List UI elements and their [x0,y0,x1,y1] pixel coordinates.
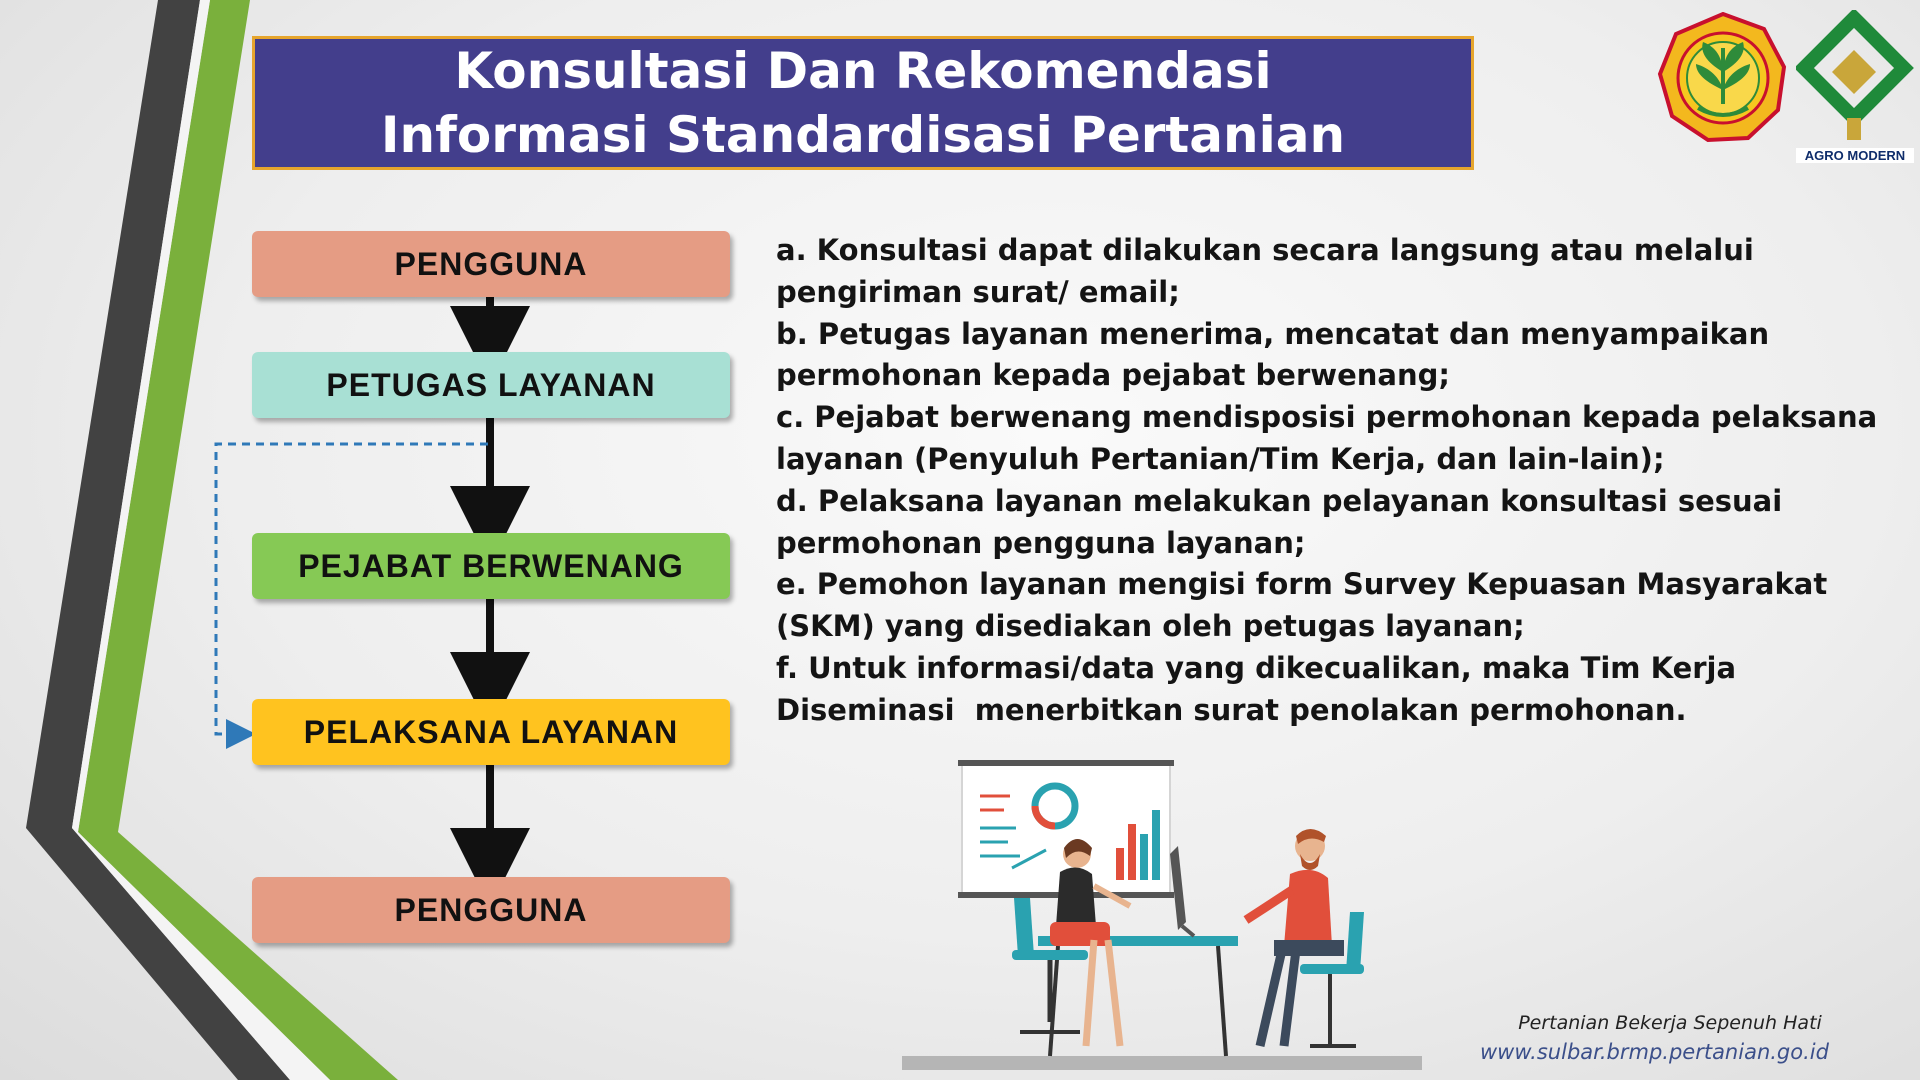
agro-modern-text: AGRO MODERN [1796,148,1914,163]
step-d: d. Pelaksana layanan melakukan pelayanan konsultasi sesuai permohonan pengguna layanan; [776,483,1783,560]
flow-box-petugas-layanan: PETUGAS LAYANAN [252,352,730,418]
flow-box-pengguna: PENGGUNA [252,231,730,297]
consultation-illustration [880,750,1440,1080]
footer-website-link[interactable]: www.sulbar.brmp.pertanian.go.id [1480,1040,1829,1064]
step-a: a. Konsultasi dapat dilakukan secara langsung atau melalui pengiriman surat/ email; [776,233,1754,309]
footer-tagline: Pertanian Bekerja Sepenuh Hati [1518,1012,1822,1034]
flow-box-pelaksana-layanan: PELAKSANA LAYANAN [252,699,730,765]
step-e: e. Pemohon layanan mengisi form Survey Kepuasan Masyarakat (SKM) yang disediakan oleh petugas layanan; [776,567,1828,644]
procedure-steps [776,230,1886,732]
flow-box-pejabat-berwenang: PEJABAT BERWENANG [252,533,730,599]
title-line-2: Informasi Standardisasi Pertanian [380,106,1346,164]
step-c: c. Pejabat berwenang mendisposisi permohonan kepada pelaksana layanan (Penyuluh Pertanian/Tim Kerja, dan lain-lain); [776,400,1878,476]
step-b: b. Petugas layanan menerima, mencatat dan menyampaikan permohonan kepada pejabat berwenang; [776,316,1770,393]
title-line-1: Konsultasi Dan Rekomendasi [454,42,1272,100]
flow-box-pengguna-final: PENGGUNA [252,877,730,943]
step-f: f. Untuk informasi/data yang dikecualikan, maka Tim Kerja Diseminasi menerbitkan surat penolakan permohonan. [776,650,1747,727]
